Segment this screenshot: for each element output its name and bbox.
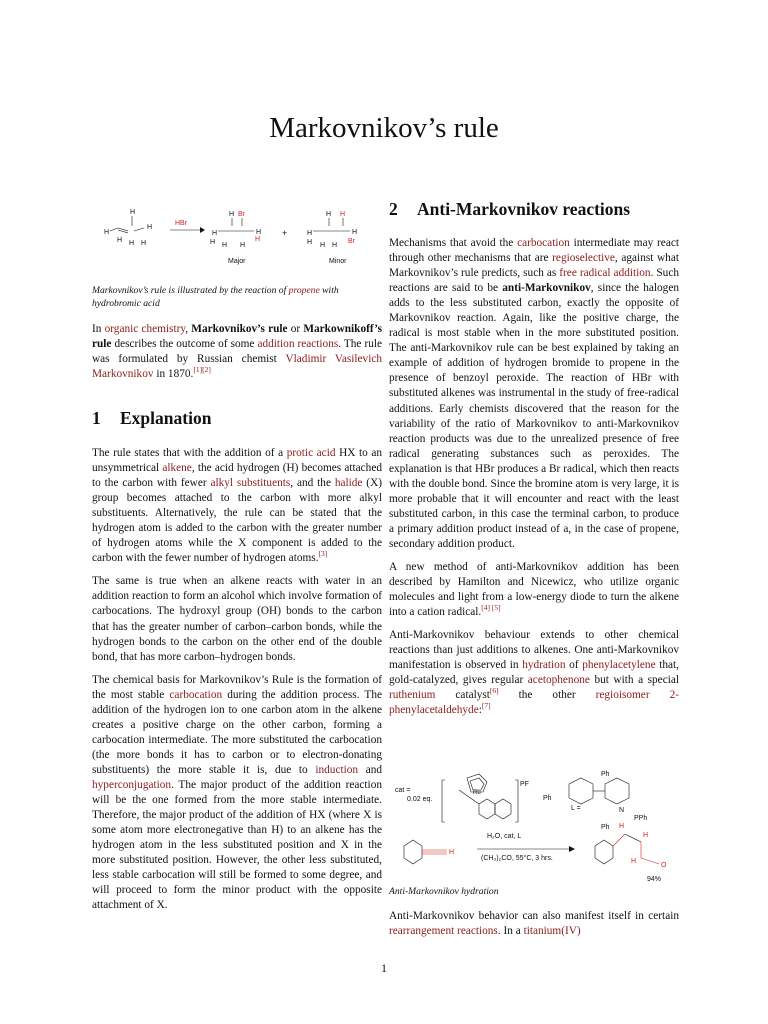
- plus-sign: +: [282, 228, 288, 238]
- titanium-link[interactable]: titanium(IV): [523, 925, 581, 938]
- hyperconjugation-link[interactable]: hyperconjugation: [92, 778, 172, 791]
- svg-text:Br: Br: [238, 211, 245, 218]
- svg-text:H: H: [222, 242, 228, 249]
- page-title: Markovnikov’s rule: [269, 112, 499, 144]
- phenylacetylene-link[interactable]: phenylacetylene: [582, 659, 656, 672]
- rearrangement-reactions-link[interactable]: rearrangement reactions: [389, 925, 498, 938]
- ref-link[interactable]: [1][2]: [193, 365, 211, 375]
- paragraph: The rule states that with the addition of a protic acid HX to an unsymmetrical alkene, the acid hydrogen (H) becomes attached to the carbon with fewer alkyl substituents, and the halide (X) group becomes attached to the carbon with more alkyl substituents. Alternatively, the rule can be stated that the hydrogen atom is added to the carbon with the greater number of hydrogen atoms while the X component is added to the carbon with the fewer number of hydrogen atoms.[3]: [92, 447, 382, 565]
- halide-link[interactable]: halide: [334, 477, 363, 490]
- cat-label: cat =: [395, 787, 411, 794]
- o-label: O: [661, 862, 667, 869]
- svg-text:Ph: Ph: [543, 795, 552, 802]
- svg-text:H: H: [320, 242, 326, 249]
- ph-label: Ph: [601, 771, 610, 778]
- carbocation-link[interactable]: carbocation: [169, 688, 223, 701]
- page-number: 1: [381, 961, 387, 975]
- figure2-caption: Anti-Markovnikov hydration: [389, 886, 499, 897]
- paragraph: A new method of anti-Markovnikov addition has been described by Hamilton and Nicewicz, who utilize organic molecules and light from a low-energy diode to turn the alkene into a cation radical.[4] [5]: [389, 560, 679, 619]
- markovnikov-reaction-figure: [92, 200, 382, 270]
- svg-text:H: H: [240, 242, 246, 249]
- yield-label: 94%: [647, 876, 662, 882]
- svg-text:H: H: [255, 236, 261, 243]
- paragraph: Mechanisms that avoid the carbocation intermediate may react through other mechanisms that are regioselective, against what Markovnikov’s rule predicts, such as free radical addition. Such reactions are said to be anti-Markovnikov, since the halogen adds to the less substituted carbon, exactly the opposite of Markovnikov reaction. Again, like the positive charge, the radical is most stable when in the more substituted position. The anti-Markovnikov rule can be best explained by taking an example of addition of hydrogen bromide to propene in the presence of benzoyl peroxide. The reaction of HBr with substituted alkenes was instrumental in the study of free-radical additions. Early chemists discovered that the reason for the variability of the ratio of Markovnikov to anti-Markovnikov reaction products was due to the unrealized presence of free radical generating substances such as peroxides. The explanation is that HBr produces a Br radical, which then reacts with the double bond. Since the bromine atom is very large, it is more probable that it will encounter and react with the least substituted carbon, in this case the terminal carbon, to produce a primary addition product instead of a, in the case of propene, secondary addition product.: [389, 237, 679, 550]
- protic-acid-link[interactable]: protic acid: [286, 447, 336, 459]
- regioselective-link[interactable]: regioselective: [552, 252, 615, 265]
- condition-2: (CH₃)₂CO, 55°C, 3 hrs.: [481, 855, 553, 862]
- propene-link[interactable]: propene: [288, 285, 320, 296]
- ref-link[interactable]: [6]: [489, 686, 499, 696]
- major-label: Major: [228, 258, 246, 265]
- svg-text:H: H: [307, 239, 313, 246]
- intro-paragraph: In organic chemistry, Markovnikov’s rule or Markownikoff’s rule describes the outcome of some addition reactions. The rule was formulated by Russian chemist Vladimir Vasilevich Markovnikov in 1870.[1][2]: [92, 323, 383, 381]
- minor-label: Minor: [329, 258, 347, 265]
- svg-text:H: H: [449, 849, 455, 856]
- paragraph: The chemical basis for Markovnikov’s Rule is the formation of the most stable carbocation during the addition process. The addition of the hydrogen ion to one carbon atom in the alkene creates a positive charge on the other carbon, forming a carbocation intermediate. The more substituted the carbocation (the more bonds it has to carbon or to electron-donating substituents) the more stable it is, due to induction and hyperconjugation. The major product of the addition reaction will be the one formed from the more stable intermediate. Therefore, the major product of the addition of HX (where X is some atom more electronegative than H) to an alkene has the hydrogen atom in the less substituted position and X in the more substituted position. However, the other less substituted, less stable carbocation will still be formed to some degree, and will proceed to form the minor product with the opposite attachment of X.: [92, 673, 382, 912]
- atom-h: H: [130, 209, 136, 216]
- induction-link[interactable]: induction: [315, 763, 359, 776]
- hydration-scheme-diagram: [389, 764, 685, 882]
- svg-text:H: H: [141, 240, 147, 247]
- svg-text:H: H: [619, 823, 625, 830]
- atom-h: H: [104, 229, 110, 236]
- condition-1: H₂O, cat, L: [487, 833, 522, 840]
- svg-text:H: H: [229, 211, 235, 218]
- svg-text:H: H: [212, 230, 218, 237]
- alkene-link[interactable]: alkene: [162, 462, 192, 475]
- ref-link[interactable]: [7]: [481, 701, 491, 711]
- section-heading-anti-markovnikov: 2 Anti-Markovnikov reactions: [389, 199, 631, 219]
- svg-text:H: H: [129, 240, 135, 247]
- markovnikov-link[interactable]: Vladimir Vasilevich Markovnikov: [92, 353, 382, 381]
- svg-text:H: H: [631, 858, 637, 865]
- explanation-body: [92, 446, 382, 921]
- atom-h: H: [147, 224, 153, 231]
- svg-text:H: H: [340, 211, 346, 218]
- alkyl-substituents-link[interactable]: alkyl substituents: [210, 477, 291, 490]
- carbocation-link[interactable]: carbocation: [517, 237, 570, 249]
- svg-text:H: H: [332, 242, 338, 249]
- svg-text:Br: Br: [348, 238, 355, 245]
- propene-hbr-reaction-diagram: [92, 200, 382, 270]
- ref-link[interactable]: [3]: [318, 549, 328, 559]
- pf6-label: PF: [520, 781, 529, 788]
- n-label: N: [619, 807, 625, 814]
- svg-text:H: H: [352, 229, 358, 236]
- svg-text:Ph: Ph: [601, 824, 610, 831]
- h-label: H: [643, 832, 649, 839]
- ref-link[interactable]: [4] [5]: [481, 603, 501, 613]
- rearrangement-paragraph: Anti-Markovnikov behavior can also manifest itself in certain rearrangement reactions. In a titanium(IV): [389, 910, 679, 938]
- l-eq-label: L =: [571, 805, 581, 812]
- svg-text:H: H: [326, 211, 332, 218]
- svg-text:H: H: [307, 230, 313, 237]
- svg-text:H: H: [256, 229, 262, 236]
- paragraph: The same is true when an alkene reacts with water in an addition reaction to form an alcohol which involve formation of carbocations. The hydroxyl group (OH) bonds to the carbon that has the greater number of carbon–carbon bonds, while the hydrogen bonds to the carbon on the other end of the double bond, that has more carbon–hydrogen bonds.: [92, 575, 382, 663]
- free-radical-addition-link[interactable]: free radical addition: [559, 267, 651, 280]
- paragraph: Anti-Markovnikov behaviour extends to other chemical reactions than just additions to alkenes. One anti-Markovnikov manifestation is observed in hydration of phenylacetylene that, gold-catalyzed, gives regular acetophenone but with a special ruthenium catalyst[6] the other regioisomer 2-phenylacetaldehyde:[7]: [389, 629, 680, 717]
- svg-text:H: H: [117, 237, 123, 244]
- addition-reactions-link[interactable]: addition reactions: [257, 338, 339, 351]
- organic-chemistry-link[interactable]: organic chemistry: [104, 323, 186, 335]
- ru-label: Ru: [473, 790, 481, 796]
- eq-label: 0.02 eq.: [407, 796, 433, 803]
- reagent-label: HBr: [175, 220, 188, 227]
- svg-text:H: H: [210, 239, 216, 246]
- phenylacetaldehyde-link[interactable]: 2-phenylacetaldehyde: [389, 689, 679, 717]
- figure1-caption: Markovnikov’s rule is illustrated by the reaction of propene with hydrobromic acid: [92, 285, 339, 309]
- hydration-scheme-figure: [389, 764, 685, 882]
- hydration-link[interactable]: hydration: [522, 659, 566, 672]
- acetophenone-link[interactable]: acetophenone: [527, 674, 590, 687]
- regioisomer-link[interactable]: regioisomer: [595, 689, 650, 702]
- pph2-label: PPh: [634, 815, 648, 822]
- ruthenium-link[interactable]: ruthenium: [389, 689, 436, 702]
- anti-markovnikov-body: [389, 236, 679, 726]
- section-heading-explanation: 1 Explanation: [92, 408, 212, 428]
